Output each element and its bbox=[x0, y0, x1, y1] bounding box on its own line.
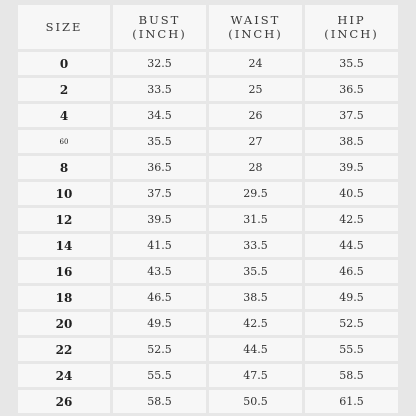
table-row bbox=[18, 130, 398, 153]
table-row bbox=[18, 390, 398, 413]
bust-cell: 55.5 bbox=[113, 364, 206, 387]
waist-cell: 50.5 bbox=[209, 390, 302, 413]
bust-cell: 35.5 bbox=[113, 130, 206, 153]
size-chart-body bbox=[18, 52, 398, 413]
waist-cell: 28 bbox=[209, 156, 302, 179]
header-hip-label: HIP bbox=[337, 13, 366, 27]
waist-cell: 47.5 bbox=[209, 364, 302, 387]
bust-cell: 52.5 bbox=[113, 338, 206, 361]
size-cell: 8 bbox=[18, 156, 110, 179]
waist-cell: 29.5 bbox=[209, 182, 302, 205]
size-chart-table bbox=[15, 2, 401, 416]
hip-cell: 39.5 bbox=[305, 156, 398, 179]
hip-cell: 58.5 bbox=[305, 364, 398, 387]
size-cell: 20 bbox=[18, 312, 110, 335]
bust-cell: 32.5 bbox=[113, 52, 206, 75]
size-cell: 24 bbox=[18, 364, 110, 387]
header-hip bbox=[305, 5, 398, 49]
size-cell: 12 bbox=[18, 208, 110, 231]
header-row bbox=[18, 5, 398, 49]
table-row bbox=[18, 182, 398, 205]
bust-cell: 33.5 bbox=[113, 78, 206, 101]
hip-cell: 36.5 bbox=[305, 78, 398, 101]
size-cell: 10 bbox=[18, 182, 110, 205]
waist-cell: 27 bbox=[209, 130, 302, 153]
bust-cell: 39.5 bbox=[113, 208, 206, 231]
header-waist bbox=[209, 5, 302, 49]
table-row bbox=[18, 208, 398, 231]
hip-cell: 40.5 bbox=[305, 182, 398, 205]
waist-cell: 38.5 bbox=[209, 286, 302, 309]
table-row bbox=[18, 234, 398, 257]
size-cell: 60 bbox=[18, 130, 110, 153]
bust-cell: 34.5 bbox=[113, 104, 206, 127]
table-row bbox=[18, 364, 398, 387]
header-waist-unit: (INCH) bbox=[228, 27, 283, 41]
size-cell: 0 bbox=[18, 52, 110, 75]
table-row bbox=[18, 286, 398, 309]
header-size bbox=[18, 5, 110, 49]
table-row bbox=[18, 52, 398, 75]
waist-cell: 25 bbox=[209, 78, 302, 101]
bust-cell: 36.5 bbox=[113, 156, 206, 179]
header-size-label: SIZE bbox=[45, 20, 83, 34]
size-cell: 4 bbox=[18, 104, 110, 127]
hip-cell: 49.5 bbox=[305, 286, 398, 309]
bust-cell: 58.5 bbox=[113, 390, 206, 413]
size-cell: 18 bbox=[18, 286, 110, 309]
table-row bbox=[18, 312, 398, 335]
waist-cell: 24 bbox=[209, 52, 302, 75]
size-cell: 16 bbox=[18, 260, 110, 283]
waist-cell: 33.5 bbox=[209, 234, 302, 257]
waist-cell: 44.5 bbox=[209, 338, 302, 361]
hip-cell: 55.5 bbox=[305, 338, 398, 361]
hip-cell: 61.5 bbox=[305, 390, 398, 413]
size-cell: 2 bbox=[18, 78, 110, 101]
size-cell: 14 bbox=[18, 234, 110, 257]
header-bust-unit: (INCH) bbox=[132, 27, 187, 41]
hip-cell: 44.5 bbox=[305, 234, 398, 257]
waist-cell: 31.5 bbox=[209, 208, 302, 231]
table-row bbox=[18, 104, 398, 127]
bust-cell: 37.5 bbox=[113, 182, 206, 205]
bust-cell: 46.5 bbox=[113, 286, 206, 309]
bust-cell: 41.5 bbox=[113, 234, 206, 257]
hip-cell: 38.5 bbox=[305, 130, 398, 153]
header-bust-label: BUST bbox=[138, 13, 181, 27]
hip-cell: 35.5 bbox=[305, 52, 398, 75]
table-row bbox=[18, 338, 398, 361]
table-row bbox=[18, 260, 398, 283]
header-hip-unit: (INCH) bbox=[324, 27, 379, 41]
hip-cell: 46.5 bbox=[305, 260, 398, 283]
size-cell: 22 bbox=[18, 338, 110, 361]
hip-cell: 37.5 bbox=[305, 104, 398, 127]
size-cell: 26 bbox=[18, 390, 110, 413]
hip-cell: 52.5 bbox=[305, 312, 398, 335]
waist-cell: 35.5 bbox=[209, 260, 302, 283]
bust-cell: 49.5 bbox=[113, 312, 206, 335]
waist-cell: 42.5 bbox=[209, 312, 302, 335]
table-row bbox=[18, 78, 398, 101]
table-row bbox=[18, 156, 398, 179]
bust-cell: 43.5 bbox=[113, 260, 206, 283]
header-waist-label: WAIST bbox=[230, 13, 281, 27]
hip-cell: 42.5 bbox=[305, 208, 398, 231]
waist-cell: 26 bbox=[209, 104, 302, 127]
size-chart-header bbox=[18, 5, 398, 49]
header-bust bbox=[113, 5, 206, 49]
